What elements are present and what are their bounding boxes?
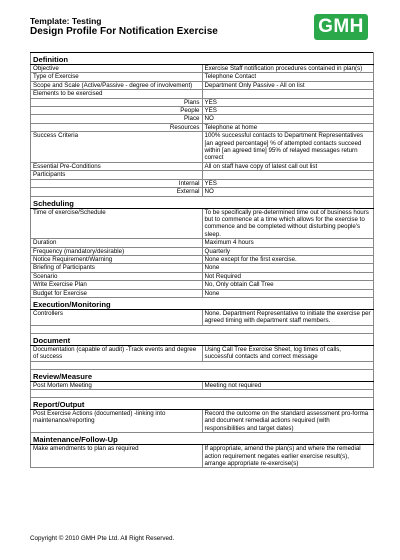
- table-row: [31, 381, 374, 389]
- row-label: Place: [31, 115, 203, 123]
- table-row: [31, 115, 374, 123]
- row-value: Not Required: [202, 272, 374, 280]
- row-value: None. Department Representative to initiate the exercise per agreed timing with department staff members.: [202, 309, 374, 325]
- row-label: Essential Pre-Conditions: [31, 162, 203, 170]
- row-value: YES: [202, 179, 374, 187]
- table-row: [31, 272, 374, 280]
- row-value: None except for the first exercise.: [202, 255, 374, 263]
- row-label: Time of exercise/Schedule: [31, 208, 203, 239]
- spacer-row: [31, 325, 374, 333]
- row-label: Notice Requirement/Warning: [31, 255, 203, 263]
- row-value: Telephone Contact: [202, 73, 374, 81]
- row-label: Controllers: [31, 309, 203, 325]
- row-label: Briefing of Participants: [31, 264, 203, 272]
- profile-form: [30, 52, 374, 468]
- row-label: Success Criteria: [31, 132, 203, 163]
- row-label: Budget for Exercise: [31, 289, 203, 297]
- row-value: NO: [202, 115, 374, 123]
- table-row: [31, 81, 374, 89]
- table-row: [31, 188, 374, 196]
- row-value: All on staff have copy of latest call out list: [202, 162, 374, 170]
- row-label: Participants: [31, 171, 203, 179]
- copyright-footer: Copyright © 2010 GMH Pte Ltd. All Right Reserved.: [30, 535, 175, 542]
- table-row: [31, 171, 374, 179]
- table-row: [31, 132, 374, 163]
- table-row: [31, 255, 374, 263]
- row-value: 100% successful contacts to Department Representatives [an agreed percentage] % of attempted contacts succeed within [an agreed time] 95% of relayed messages return correct: [202, 132, 374, 163]
- section-definition: Definition: [31, 53, 374, 65]
- row-label: People: [31, 107, 203, 115]
- row-label: Scope and Scale (Active/Passive - degree of involvement): [31, 81, 203, 89]
- table-row: [31, 239, 374, 247]
- table-row: [31, 247, 374, 255]
- row-value: Meeting not required: [202, 381, 374, 389]
- table-row: [31, 264, 374, 272]
- row-value: None: [202, 264, 374, 272]
- row-label: Make amendments to plan as required: [31, 445, 203, 468]
- row-value: YES: [202, 98, 374, 106]
- template-label: Template: Testing: [30, 16, 102, 26]
- row-label: Frequency (mandatory/desirable): [31, 247, 203, 255]
- table-row: [31, 162, 374, 170]
- row-value: Telephone at home: [202, 123, 374, 131]
- row-label: Type of Exercise: [31, 73, 203, 81]
- row-label: Scenario: [31, 272, 203, 280]
- table-row: [31, 281, 374, 289]
- spacer-row: [31, 361, 374, 369]
- row-value: None: [202, 289, 374, 297]
- row-value: Maximum 4 hours: [202, 239, 374, 247]
- table-row: [31, 208, 374, 239]
- section-execution: Execution/Monitoring: [31, 297, 374, 309]
- table-row: [31, 123, 374, 131]
- row-value: No, Only obtain Call Tree: [202, 281, 374, 289]
- row-value: [202, 90, 374, 98]
- table-row: [31, 65, 374, 73]
- row-value: Record the outcome on the standard assessment pro-forma and document remedial actions required (with responsibilities and target dates): [202, 410, 374, 433]
- row-label: Elements to be exercised: [31, 90, 203, 98]
- table-row: [31, 345, 374, 361]
- row-label: Documentation (capable of audit) -Track events and degree of success: [31, 345, 203, 361]
- row-value: YES: [202, 107, 374, 115]
- table-row: [31, 179, 374, 187]
- row-value: Exercise Staff notification procedures contained in plan(s): [202, 65, 374, 73]
- row-value: NO: [202, 188, 374, 196]
- row-label: External: [31, 188, 203, 196]
- page-title: Design Profile For Notification Exercise: [30, 26, 218, 37]
- section-report: Report/Output: [31, 398, 374, 410]
- section-scheduling: Scheduling: [31, 196, 374, 208]
- section-maintenance: Maintenance/Follow-Up: [31, 433, 374, 445]
- table-row: [31, 107, 374, 115]
- spacer-row: [31, 390, 374, 398]
- row-value: [202, 171, 374, 179]
- row-label: Resources: [31, 123, 203, 131]
- row-value: Using Call Tree Exercise Sheet, log times of calls, successful contacts and correct message: [202, 345, 374, 361]
- gmh-logo: GMH: [314, 14, 368, 40]
- table-row: [31, 309, 374, 325]
- table-row: [31, 410, 374, 433]
- row-value: To be specifically pre-determined time out of business hours but to commence at a time which allows for the exercise to commence and be completed without disturbing people's sleep.: [202, 208, 374, 239]
- row-value: If appropriate, amend the plan(s) and where the remedial action requirement negates earlier exercise result(s), arrange appropriate re-exercise(s): [202, 445, 374, 468]
- profile-table: [30, 52, 374, 468]
- section-document: Document: [31, 333, 374, 345]
- row-label: Post Mortem Meeting: [31, 381, 203, 389]
- row-label: Write Exercise Plan: [31, 281, 203, 289]
- table-row: [31, 445, 374, 468]
- row-label: Post Exercise Actions (documented) -linking into maintenance/reporting: [31, 410, 203, 433]
- row-value: Quarterly: [202, 247, 374, 255]
- row-label: Objective: [31, 65, 203, 73]
- table-row: [31, 90, 374, 98]
- row-label: Internal: [31, 179, 203, 187]
- row-label: Duration: [31, 239, 203, 247]
- row-label: Plans: [31, 98, 203, 106]
- section-review: Review/Measure: [31, 369, 374, 381]
- document-header: [30, 16, 218, 38]
- table-row: [31, 98, 374, 106]
- table-row: [31, 73, 374, 81]
- row-value: Department Only Passive - All on list: [202, 81, 374, 89]
- table-row: [31, 289, 374, 297]
